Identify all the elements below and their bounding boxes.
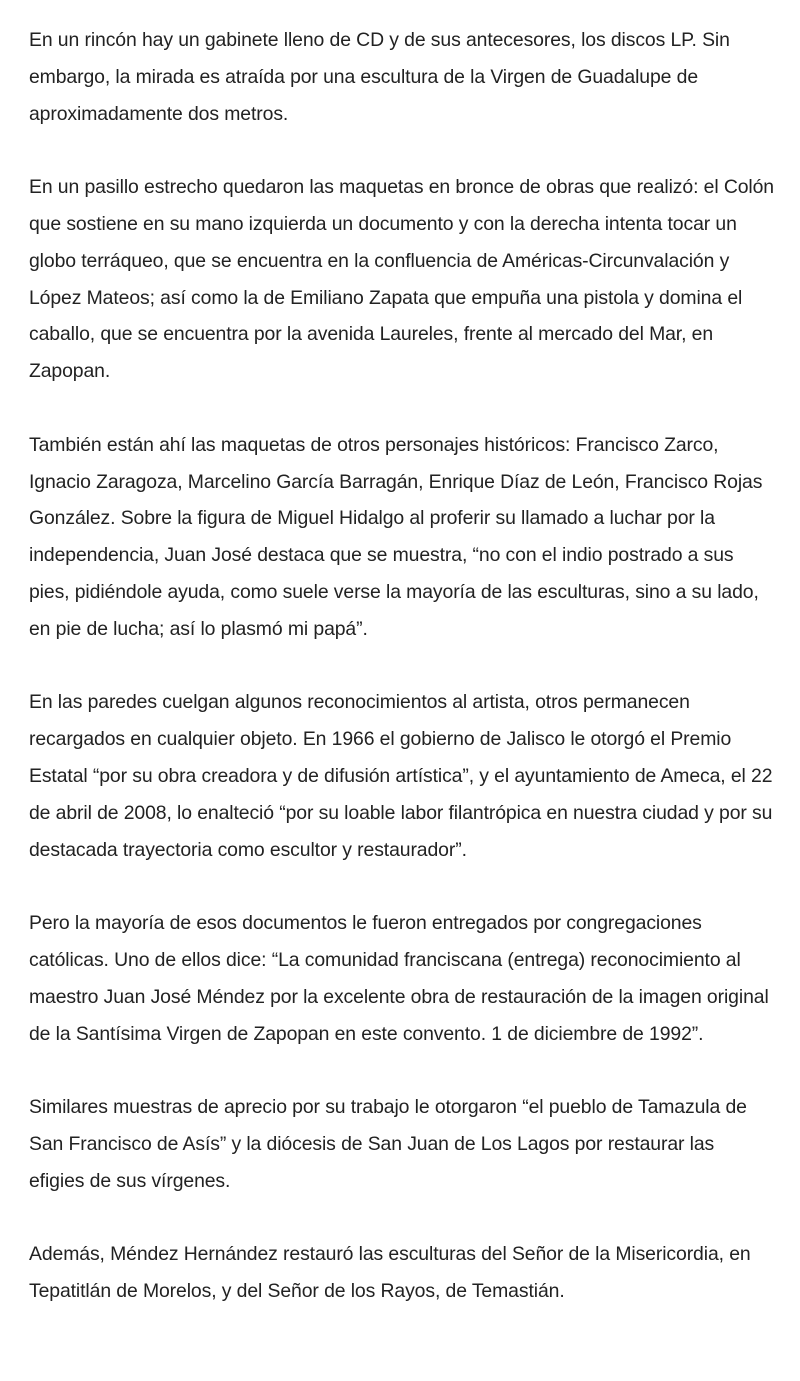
article-body [29,22,774,1347]
paragraph-maquetas-bronce: En un pasillo estrecho quedaron las maquetas en bronce de obras que realizó: el Colón que sostiene en su mano izquierda un documento y con la derecha intenta tocar un globo terráqueo, que se encuentra en la confluencia de Américas-Circunvalación y López Mateos; así como la de Emiliano Zapata que empuña una pistola y domina el caballo, que se encuentra por la avenida Laureles, frente al mercado del Mar, en Zapopan. [29,176,774,383]
paragraph-personajes-historicos: También están ahí las maquetas de otros personajes históricos: Francisco Zarco, Ignacio Zaragoza, Marcelino García Barragán, Enrique Díaz de León, Francisco Rojas González. Sobre la figura de Miguel Hidalgo al proferir su llamado a luchar por la independencia, Juan José destaca que se muestra, “no con el indio postrado a sus pies, pidiéndole ayuda, como suele verse la mayoría de las esculturas, sino a su lado, en pie de lucha; así lo plasmó mi papá”. [29,433,763,640]
paragraph-gabinete: En un rincón hay un gabinete lleno de CD y de sus antecesores, los discos LP. Sin embargo, la mirada es atraída por una escultura de la Virgen de Guadalupe de aproximadamente dos metros. [29,29,730,125]
paragraph-muestras-aprecio: Similares muestras de aprecio por su trabajo le otorgaron “el pueblo de Tamazula de San Francisco de Asís” y la diócesis de San Juan de Los Lagos por restaurar las efigies de sus vírgenes. [29,1096,747,1192]
paragraph-reconocimientos: En las paredes cuelgan algunos reconocimientos al artista, otros permanecen recargados en cualquier objeto. En 1966 el gobierno de Jalisco le otorgó el Premio Estatal “por su obra creadora y de difusión artística”, y el ayuntamiento de Ameca, el 22 de abril de 2008, lo enalteció “por su loable labor filantrópica en nuestra ciudad y por su destacada trayectoria como escultor y restaurador”. [29,691,773,861]
paragraph-restauraciones: Además, Méndez Hernández restauró las esculturas del Señor de la Misericordia, en Tepatitlán de Morelos, y del Señor de los Rayos, de Temastián. [29,1243,751,1303]
paragraph-congregaciones: Pero la mayoría de esos documentos le fueron entregados por congregaciones católicas. Uno de ellos dice: “La comunidad franciscana (entrega) reconocimiento al maestro Juan José Méndez por la excelente obra de restauración de la imagen original de la Santísima Virgen de Zapopan en este convento. 1 de diciembre de 1992”. [29,912,769,1045]
